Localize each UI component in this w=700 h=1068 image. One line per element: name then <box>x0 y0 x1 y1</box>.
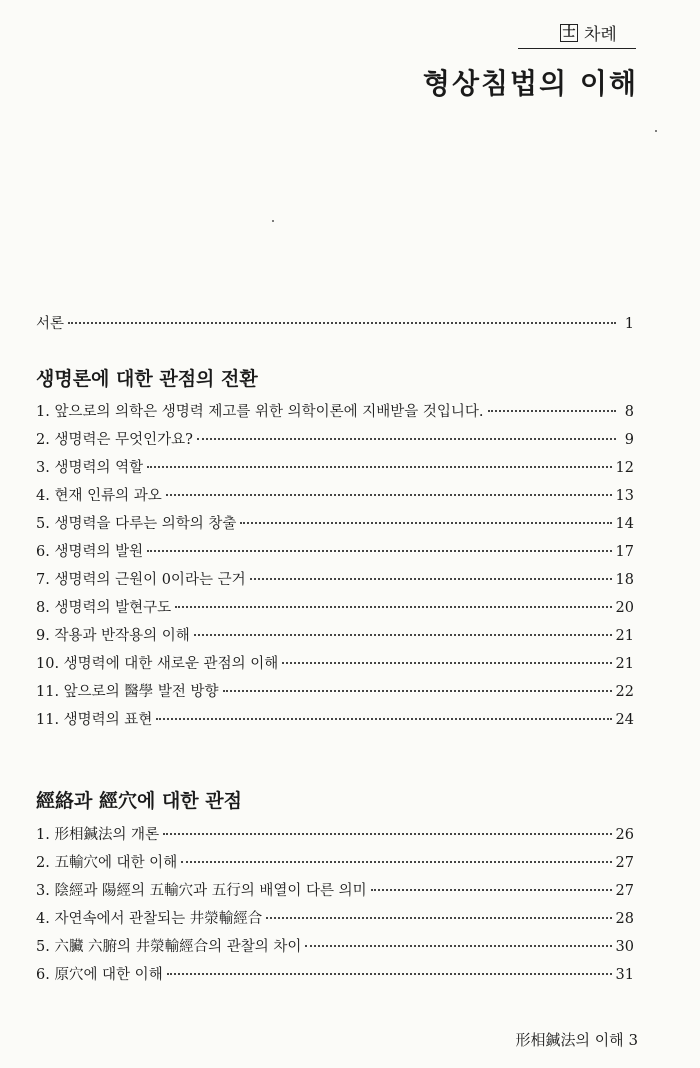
toc-intro <box>36 312 634 340</box>
leader-dots <box>250 578 612 580</box>
leader-dots <box>166 494 612 496</box>
toc-entry-label: 2. 五輸穴에 대한 이해 <box>36 855 178 871</box>
toc-entry-page: 31 <box>615 967 634 983</box>
toc-entry-page: 1 <box>624 316 634 332</box>
leader-dots <box>175 606 611 608</box>
toc-entry-page: 13 <box>615 488 634 504</box>
toc-entry[interactable] <box>36 851 634 879</box>
leader-dots <box>266 917 611 919</box>
toc-entry[interactable] <box>36 708 634 736</box>
toc-entry-label: 5. 六臟 六腑의 井滎輸經合의 관찰의 차이 <box>36 939 302 955</box>
toc-entry-label: 1. 앞으로의 의학은 생명력 제고를 위한 의학이론에 지배받을 것입니다. <box>36 404 484 420</box>
toc-entry-page: 24 <box>615 712 634 728</box>
toc-entry[interactable] <box>36 963 634 991</box>
toc-entry-page: 21 <box>615 656 634 672</box>
toc-entry[interactable] <box>36 428 634 456</box>
chapter-label: 차례 <box>584 25 617 45</box>
leader-dots <box>282 662 611 664</box>
toc-entry-page: 22 <box>615 684 634 700</box>
toc-entry-page: 21 <box>615 628 634 644</box>
leader-dots <box>181 861 611 863</box>
scan-speck <box>655 130 657 132</box>
toc-entry[interactable] <box>36 540 634 568</box>
toc-entry-page: 12 <box>615 460 634 476</box>
toc-entry-label: 4. 현재 인류의 과오 <box>36 488 162 504</box>
scan-speck <box>272 220 274 222</box>
toc-entry[interactable] <box>36 907 634 935</box>
leader-dots <box>488 410 616 412</box>
toc-entry-label: 11. 생명력의 표현 <box>36 712 153 728</box>
toc-entry-label: 4. 자연속에서 관찰되는 井滎輸經合 <box>36 911 263 927</box>
toc-entry-label: 5. 생명력을 다루는 의학의 창출 <box>36 516 237 532</box>
toc-entry-label: 2. 생명력은 무엇인가요? <box>36 432 193 448</box>
toc-entry-page: 27 <box>615 855 634 871</box>
page-title: 형상침법의 이해 <box>422 67 638 100</box>
leader-dots <box>197 438 616 440</box>
toc-entry-page: 14 <box>615 516 634 532</box>
header-rule <box>518 48 636 49</box>
toc-entry-page: 8 <box>624 404 634 420</box>
chapter-mark-icon: 士 <box>560 24 578 42</box>
toc-entry[interactable] <box>36 512 634 540</box>
toc-list-2 <box>36 823 634 991</box>
toc-entry-label: 7. 생명력의 근원이 0이라는 근거 <box>36 572 246 588</box>
leader-dots <box>167 973 612 975</box>
toc-entry-page: 30 <box>615 939 634 955</box>
toc-entry-page: 17 <box>615 544 634 560</box>
leader-dots <box>68 322 616 324</box>
toc-entry-label: 3. 생명력의 역할 <box>36 460 144 476</box>
leader-dots <box>305 945 611 947</box>
toc-entry[interactable] <box>36 596 634 624</box>
leader-dots <box>163 833 611 835</box>
leader-dots <box>240 522 611 524</box>
leader-dots <box>194 634 612 636</box>
toc-entry-label: 11. 앞으로의 醫學 발전 방향 <box>36 684 219 700</box>
toc-entry-label: 6. 생명력의 발원 <box>36 544 144 560</box>
toc-entry[interactable] <box>36 823 634 851</box>
toc-entry[interactable] <box>36 879 634 907</box>
leader-dots <box>156 718 611 720</box>
toc-entry-label: 9. 작용과 반작용의 이해 <box>36 628 190 644</box>
toc-entry-page: 9 <box>624 432 634 448</box>
toc-entry-label: 6. 原穴에 대한 이해 <box>36 967 163 983</box>
toc-entry[interactable] <box>36 935 634 963</box>
page-footer: 形相鍼法의 이해 3 <box>515 1031 638 1049</box>
toc-entry-page: 20 <box>615 600 634 616</box>
leader-dots <box>371 889 612 891</box>
toc-entry[interactable] <box>36 456 634 484</box>
toc-list-1 <box>36 400 634 736</box>
leader-dots <box>147 550 611 552</box>
toc-entry[interactable] <box>36 568 634 596</box>
section-heading-1: 생명론에 대한 관점의 전환 <box>36 368 258 390</box>
toc-entry-page: 28 <box>615 911 634 927</box>
toc-entry[interactable] <box>36 624 634 652</box>
toc-entry[interactable] <box>36 652 634 680</box>
toc-entry-label: 10. 생명력에 대한 새로운 관점의 이해 <box>36 656 279 672</box>
toc-entry[interactable] <box>36 400 634 428</box>
toc-entry-page: 26 <box>615 827 634 843</box>
toc-entry[interactable] <box>36 484 634 512</box>
section-heading-2: 經絡과 經穴에 대한 관점 <box>36 790 242 812</box>
chapter-header <box>560 20 617 45</box>
leader-dots <box>223 690 612 692</box>
toc-entry-intro[interactable] <box>36 312 634 340</box>
toc-entry-page: 18 <box>615 572 634 588</box>
leader-dots <box>147 466 611 468</box>
toc-entry[interactable] <box>36 680 634 708</box>
toc-entry-label: 1. 形相鍼法의 개론 <box>36 827 160 843</box>
toc-entry-label: 3. 陰經과 陽經의 五輸穴과 五行의 배열이 다른 의미 <box>36 883 367 899</box>
toc-entry-label: 서론 <box>36 316 65 332</box>
toc-entry-page: 27 <box>615 883 634 899</box>
toc-entry-label: 8. 생명력의 발현구도 <box>36 600 172 616</box>
